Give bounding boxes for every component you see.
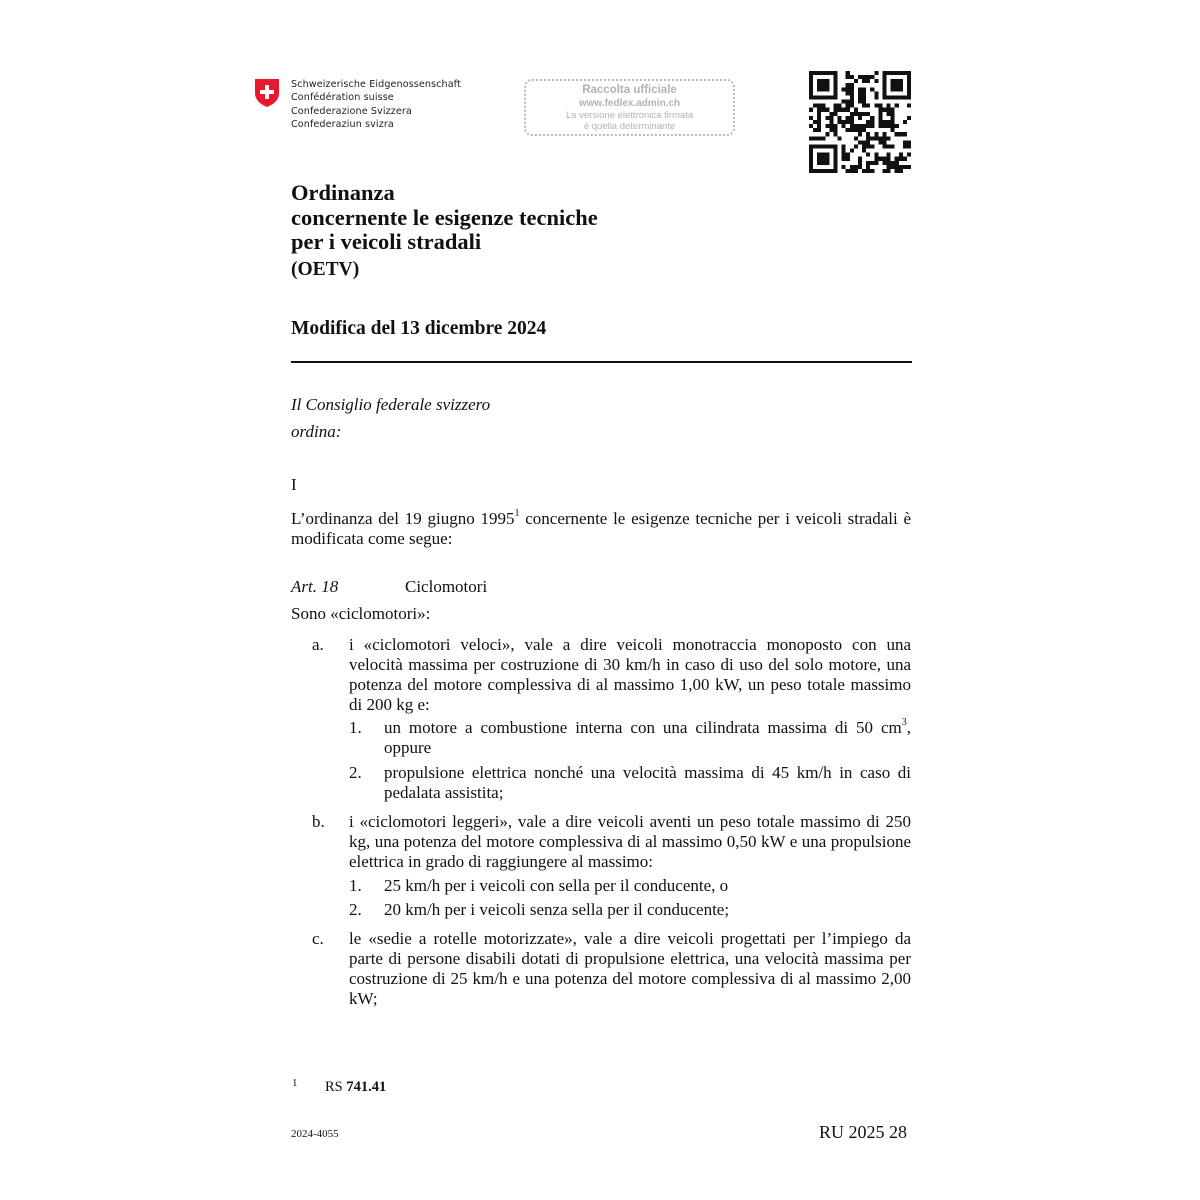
subitem-text-b2: 20 km/h per i veicoli senza sella per il conducente;	[384, 900, 730, 919]
subitem-text-a1	[384, 718, 911, 758]
swiss-crest-icon	[254, 78, 280, 108]
stamp-url: www.fedlex.admin.ch	[578, 98, 681, 109]
stamp-note-2: è quella determinante	[583, 121, 676, 132]
subitem-a1-tail: , oppure	[384, 718, 911, 757]
document-title	[291, 181, 598, 255]
item-label-a: a.	[312, 635, 324, 654]
item-text-b: i «ciclomotori leggeri», vale a dire veicoli aventi un peso totale massimo di 250 kg, una potenza del motore complessiva di al massimo 0,50 kW e una propulsione elettrica in grado di raggiungere al massimo:	[349, 812, 911, 871]
preamble-authority: Il Consiglio federale svizzero	[291, 395, 491, 414]
footnote-rs-number: 741.41	[346, 1079, 387, 1095]
confed-name-de: Schweizerische Eidgenossenschaft	[291, 79, 461, 90]
footnote-number: 1	[292, 1077, 298, 1089]
item-text-c: le «sedie a rotelle motorizzate», vale a dire veicoli progettati per l’impiego da parte di persone disabili dotati di propulsione elettrica, una velocità massima per costruzione di 25 km/h e una potenza del motore complessiva di al massimo 2,00 kW;	[349, 929, 911, 1008]
subitem-text-b1: 25 km/h per i veicoli con sella per il conducente, o	[384, 876, 729, 895]
item-text-a: i «ciclomotori veloci», vale a dire veicoli monotraccia monoposto con una velocità massima per costruzione di 30 km/h in caso di uso del solo motore, una potenza del motore complessiva di al massimo 1,00 kW, un peso totale massimo di 200 kg e:	[349, 635, 911, 714]
confed-name-fr: Confédération suisse	[291, 92, 394, 104]
stamp-note-1: La versione elettronica firmata	[565, 110, 694, 121]
subitem-label-a1: 1.	[349, 718, 362, 737]
title-line-2: concernente le esigenze tecniche	[291, 204, 598, 230]
title-abbreviation: (OETV)	[291, 259, 360, 280]
amendment-paragraph	[291, 509, 911, 549]
paragraph-text-after: concernente le esigenze tecniche per i veicoli stradali è modificata come segue:	[291, 509, 911, 548]
subitem-label-b1: 1.	[349, 876, 362, 895]
official-collection-stamp	[524, 79, 735, 136]
confederation-names	[291, 78, 461, 132]
footnote-reference[interactable]: 1	[514, 508, 520, 520]
title-line-3: per i veicoli stradali	[291, 229, 482, 254]
article-name: Ciclomotori	[405, 577, 488, 596]
section-number: I	[291, 475, 297, 494]
modification-date: Modifica del 13 dicembre 2024	[291, 318, 547, 339]
subitem-a1-main: un motore a combustione interna con una cilindrata massima di 50 cm	[384, 718, 902, 737]
item-label-b: b.	[312, 812, 325, 831]
subitem-label-a2: 2.	[349, 763, 362, 782]
stamp-title: Raccolta ufficiale	[582, 84, 677, 96]
title-divider	[291, 361, 912, 363]
article-heading	[291, 577, 488, 597]
preamble	[291, 391, 490, 445]
qr-code-icon	[809, 71, 911, 173]
document-number: 2024-4055	[291, 1128, 339, 1140]
title-line-1: Ordinanza	[291, 180, 395, 205]
subitem-text-a2: propulsione elettrica nonché una velocità massima di 45 km/h in caso di pedalata assistita;	[384, 763, 911, 802]
confed-name-it: Confederazione Svizzera	[291, 105, 412, 117]
footnote-text	[325, 1079, 386, 1096]
footnote-prefix: RS	[325, 1079, 347, 1095]
article-lead: Sono «ciclomotori»:	[291, 604, 431, 623]
preamble-verb: ordina:	[291, 422, 342, 441]
article-number: Art. 18	[291, 577, 339, 596]
item-label-c: c.	[312, 929, 324, 948]
confed-name-rm: Confederaziun svizra	[291, 119, 394, 131]
paragraph-text-before: L’ordinanza del 19 giugno 1995	[291, 509, 515, 528]
subitem-label-b2: 2.	[349, 900, 362, 919]
official-collection-reference: RU 2025 28	[819, 1122, 908, 1142]
subitem-a1-exponent: 3	[901, 717, 907, 729]
